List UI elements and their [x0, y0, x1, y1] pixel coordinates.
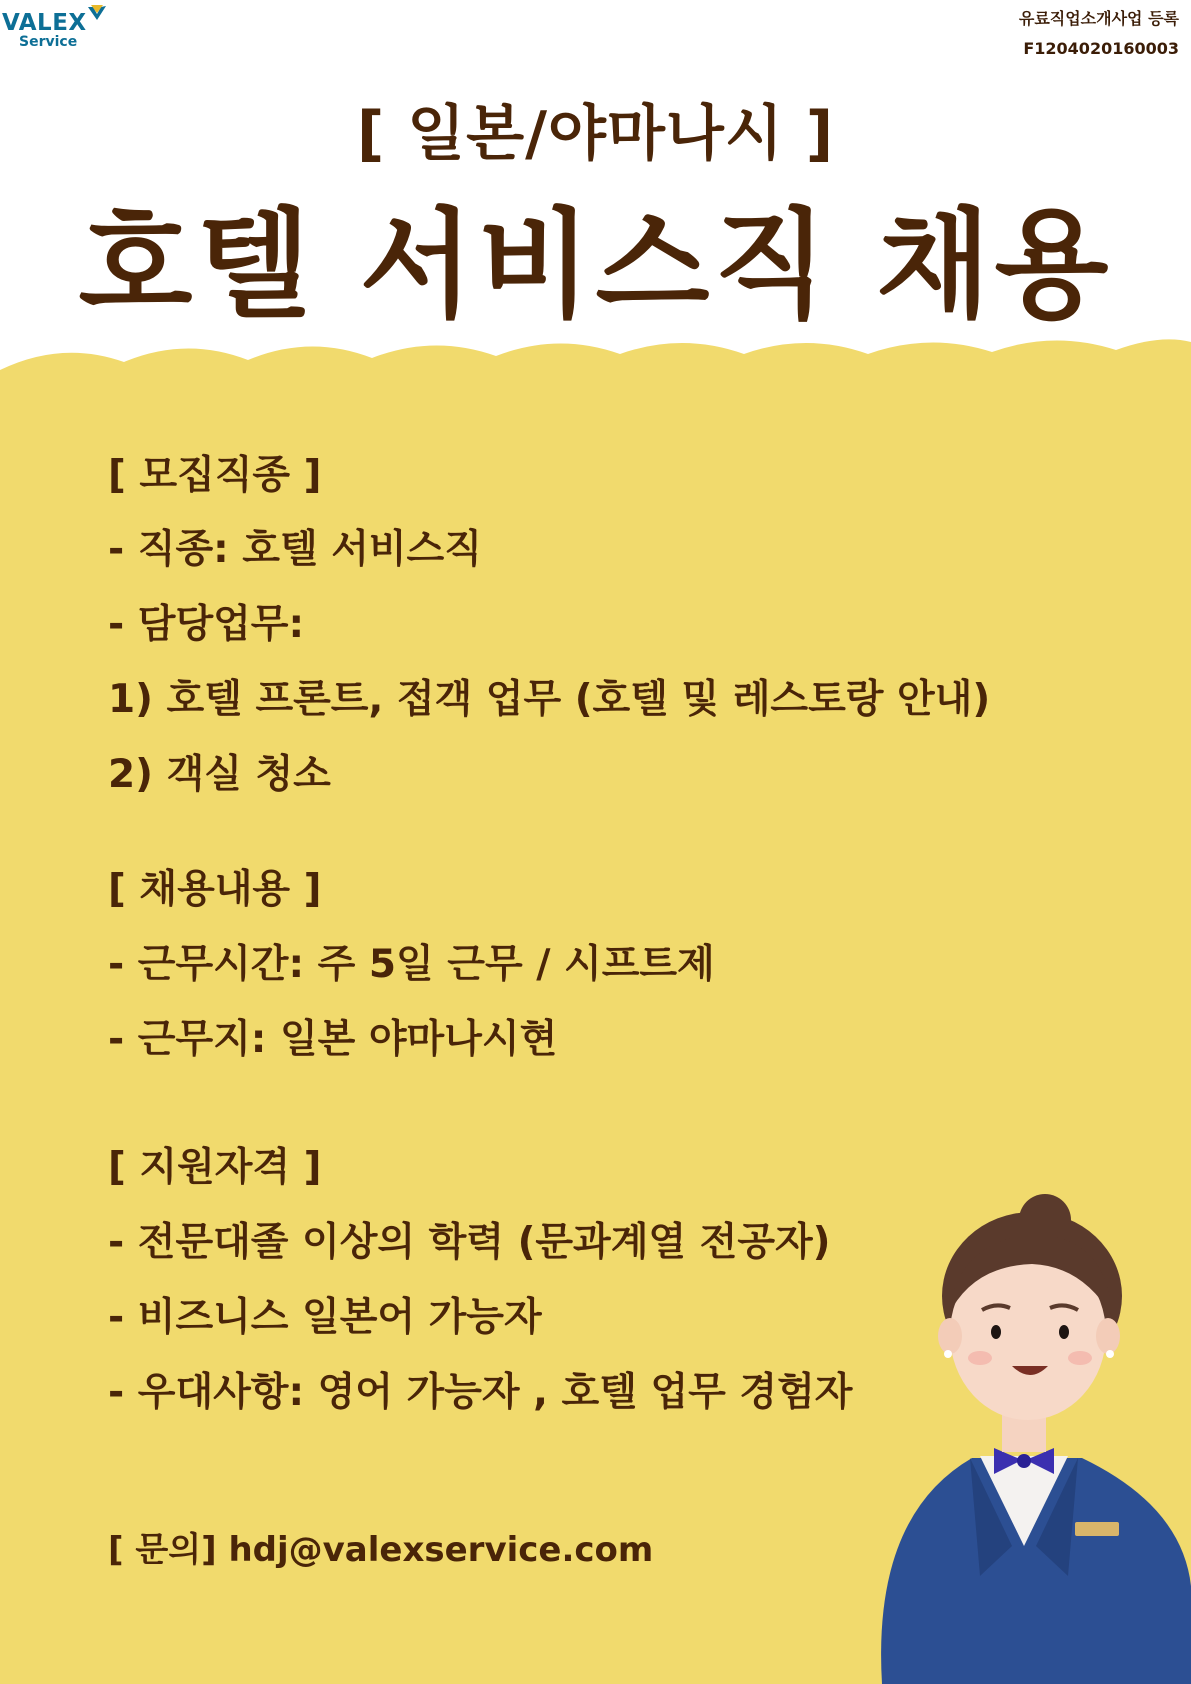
registration-label: 유료직업소개사업 등록	[1018, 9, 1179, 28]
contact-email[interactable]: [ 문의] hdj@valexservice.com	[108, 1530, 654, 1570]
poster-subtitle: [ 일본/야마나시 ]	[356, 99, 835, 169]
duties-label: - 담당업무:	[108, 602, 305, 647]
logo-subtext: Service	[19, 34, 78, 50]
qualification-education: - 전문대졸 이상의 학력 (문과계열 전공자)	[108, 1220, 831, 1265]
qualification-language: - 비즈니스 일본어 가능자	[108, 1295, 542, 1340]
job-type: - 직종: 호텔 서비스직	[108, 527, 482, 572]
section-heading-terms: [ 채용내용 ]	[108, 867, 322, 912]
scalloped-edge	[0, 330, 1191, 400]
valex-logo[interactable]	[2, 4, 122, 54]
registration-number: F1204020160003	[1023, 39, 1179, 58]
qualification-preferred: - 우대사항: 영어 가능자 , 호텔 업무 경험자	[108, 1370, 853, 1415]
section-heading-job: [ 모집직종 ]	[108, 453, 322, 498]
logo-text: VALEX	[2, 10, 87, 36]
poster-title: 호텔 서비스직 채용	[78, 196, 1113, 334]
registration-info	[1019, 4, 1179, 64]
logo-check-icon	[86, 4, 108, 24]
work-location: - 근무지: 일본 야마나시현	[108, 1017, 558, 1062]
work-hours: - 근무시간: 주 5일 근무 / 시프트제	[108, 942, 715, 987]
duty-item-2: 2) 객실 청소	[108, 752, 331, 797]
section-heading-qualifications: [ 지원자격 ]	[108, 1145, 322, 1190]
hotel-staff-illustration	[862, 1186, 1191, 1684]
duty-item-1: 1) 호텔 프론트, 접객 업무 (호텔 및 레스토랑 안내)	[108, 677, 991, 722]
